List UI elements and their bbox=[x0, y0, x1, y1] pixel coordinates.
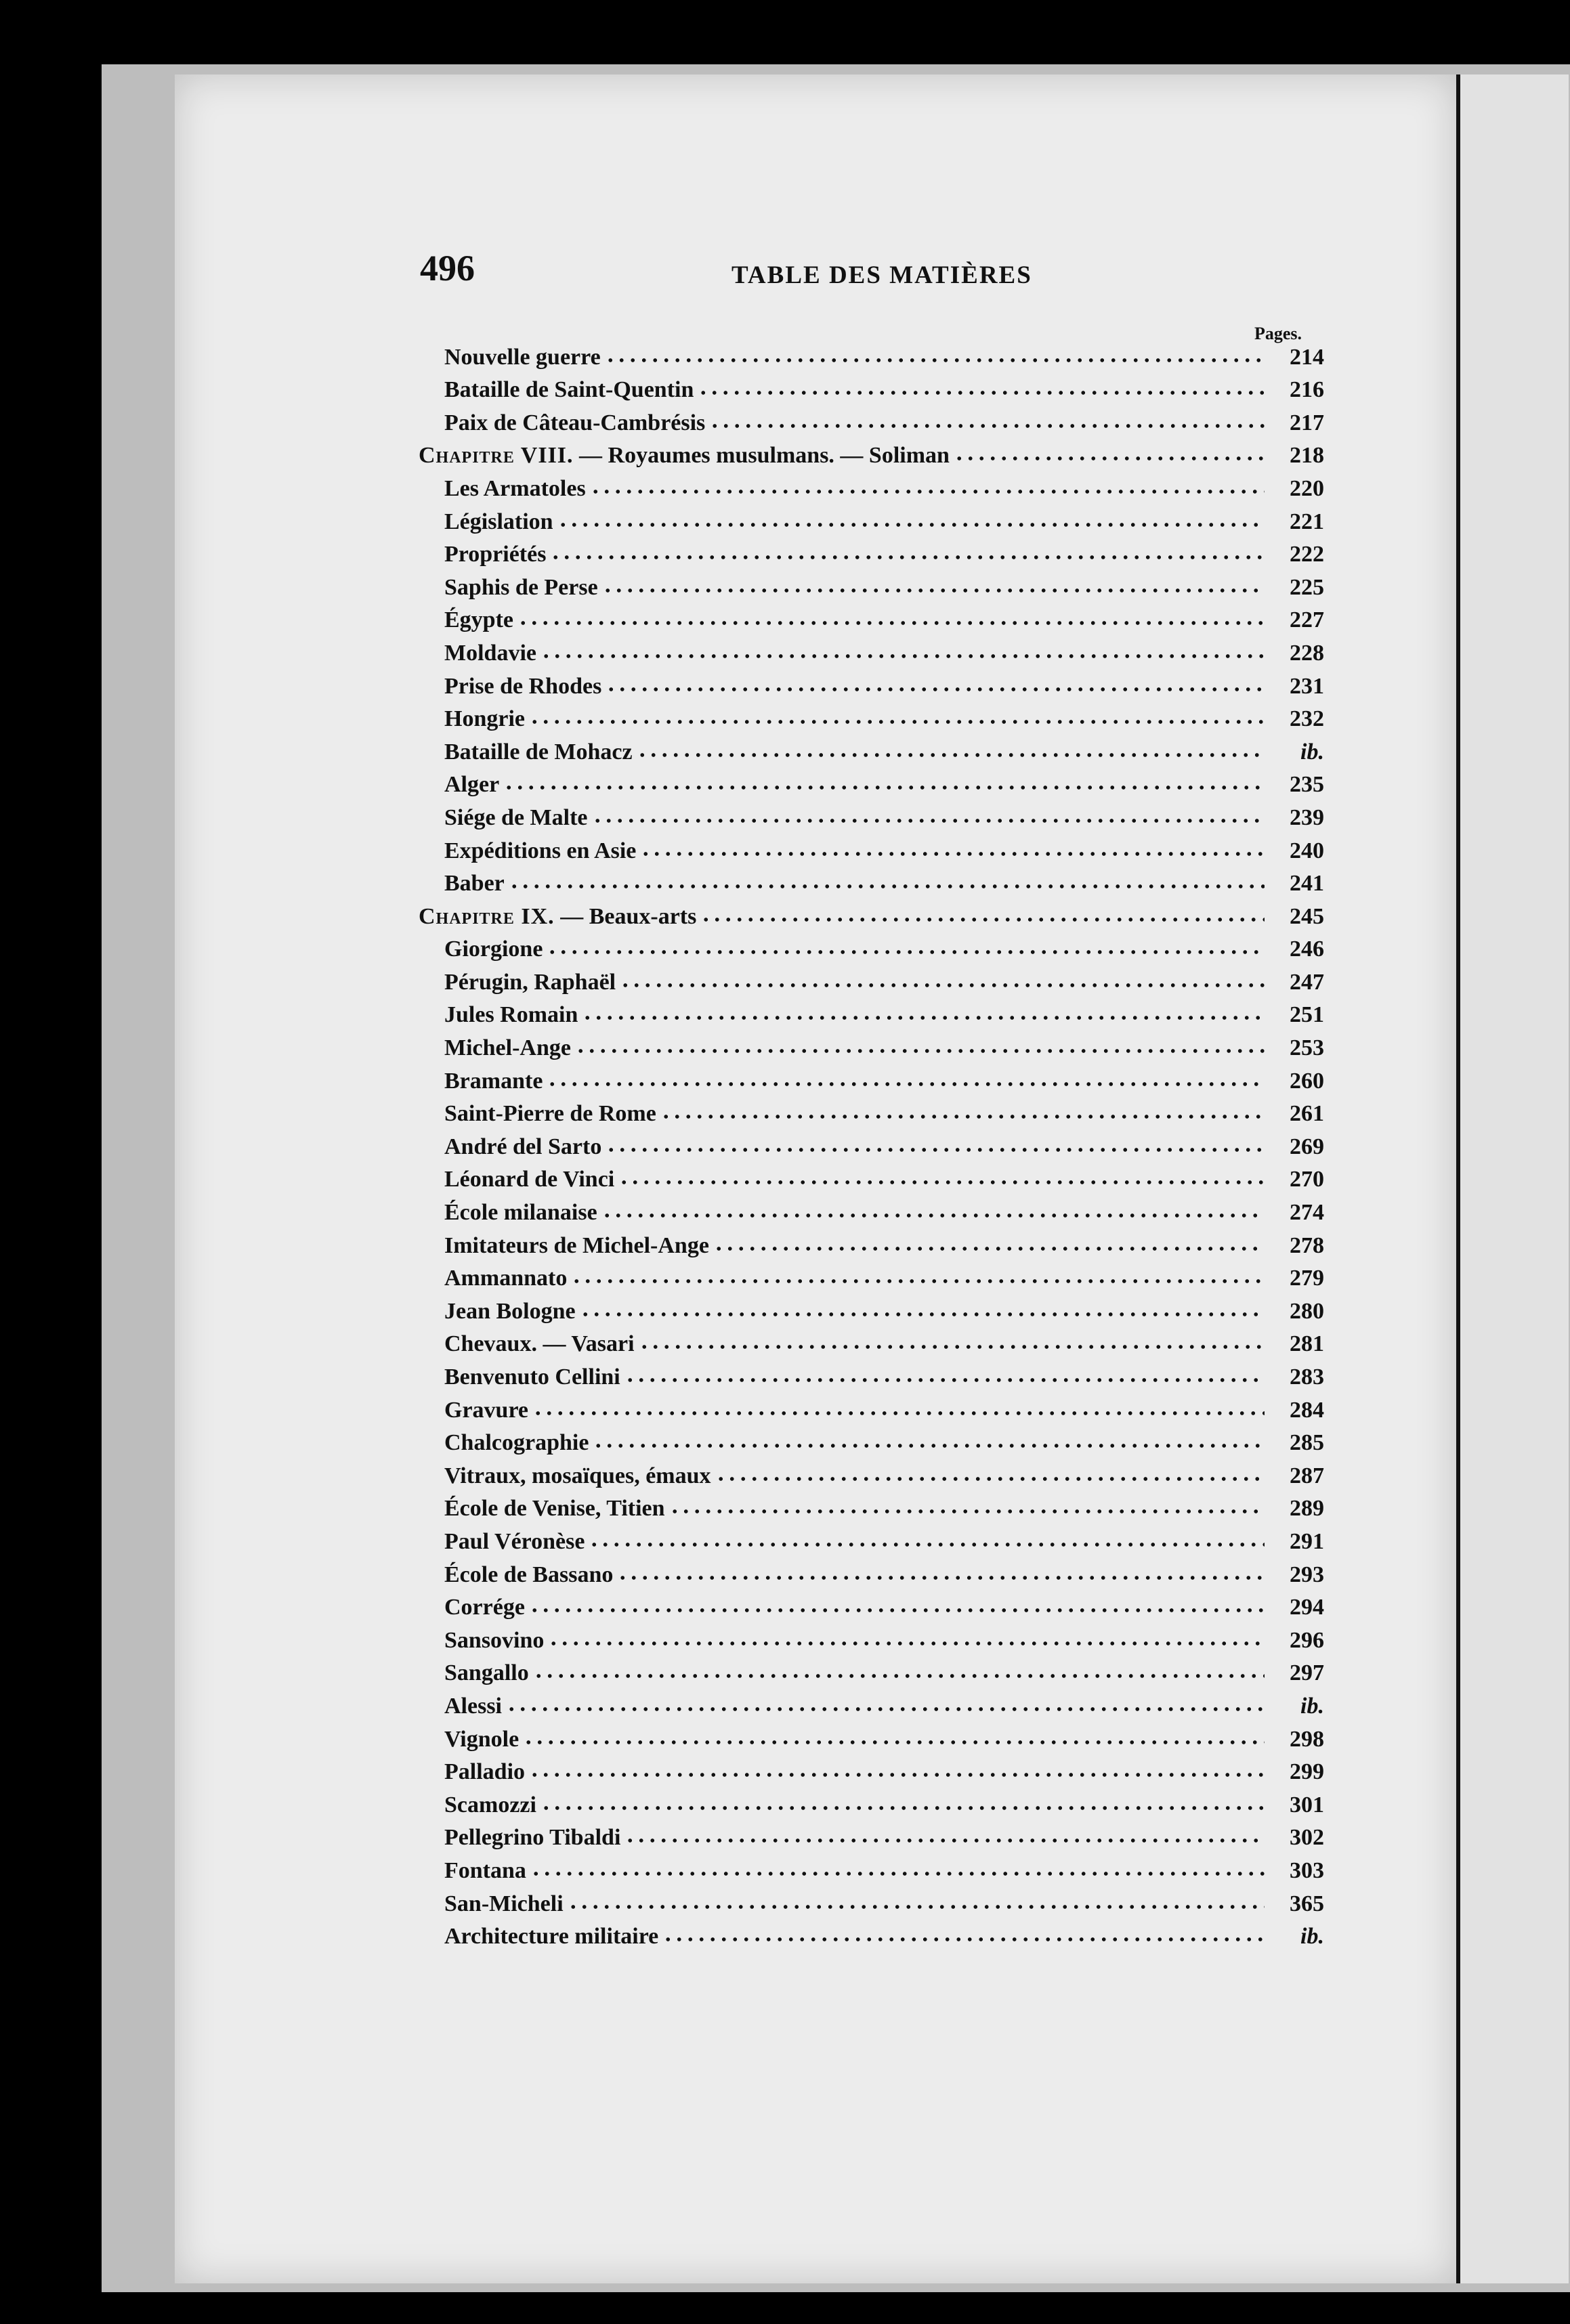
toc-entry-row bbox=[406, 1489, 1324, 1522]
toc-page-number: 293 bbox=[1290, 1562, 1324, 1587]
toc-page-number: 232 bbox=[1290, 706, 1324, 732]
toc-entry-row bbox=[406, 995, 1324, 1029]
toc-title: Moldavie bbox=[444, 640, 536, 666]
toc-entry-row bbox=[406, 1620, 1324, 1654]
toc-entry-row bbox=[406, 930, 1324, 963]
toc-title: San-Micheli bbox=[444, 1891, 564, 1916]
toc-entry-row bbox=[406, 1423, 1324, 1457]
dot-leader bbox=[698, 389, 1265, 396]
dot-leader bbox=[503, 784, 1265, 791]
dot-leader bbox=[580, 1311, 1265, 1318]
toc-title: Siége de Malte bbox=[444, 804, 588, 830]
dot-leader bbox=[540, 653, 1265, 660]
toc-title: Chalcographie bbox=[444, 1430, 589, 1456]
toc-entry-row bbox=[406, 1588, 1324, 1621]
dot-leader bbox=[593, 1442, 1265, 1449]
toc-title: Alger bbox=[444, 772, 500, 798]
toc-page-number: 239 bbox=[1290, 804, 1324, 830]
toc-page-number: ib. bbox=[1300, 1693, 1324, 1719]
dot-leader bbox=[506, 1706, 1265, 1713]
toc-title: Sangallo bbox=[444, 1660, 529, 1686]
toc-entry-row bbox=[406, 1785, 1324, 1818]
toc-entry-row bbox=[406, 700, 1324, 733]
dot-leader bbox=[620, 982, 1265, 989]
toc-page-number: 260 bbox=[1290, 1068, 1324, 1094]
toc-entry-row bbox=[406, 1325, 1324, 1358]
running-head: TABLE DES MATIÈRES bbox=[731, 261, 1032, 289]
toc-title: Baber bbox=[444, 871, 505, 897]
toc-title bbox=[419, 904, 696, 930]
toc-page-number: 214 bbox=[1290, 344, 1324, 370]
toc-entry-row bbox=[406, 337, 1324, 370]
toc-title: Scamozzi bbox=[444, 1792, 536, 1817]
toc-page-number: 240 bbox=[1290, 838, 1324, 863]
dot-leader bbox=[592, 817, 1265, 824]
dot-leader bbox=[606, 686, 1265, 693]
toc-entry-row bbox=[406, 1719, 1324, 1752]
dot-leader bbox=[617, 1574, 1265, 1581]
toc-page-number: 287 bbox=[1290, 1463, 1324, 1488]
dot-leader bbox=[618, 1179, 1265, 1186]
toc-entry-row bbox=[406, 601, 1324, 634]
toc-title: André del Sarto bbox=[444, 1134, 602, 1159]
toc-page-number: 302 bbox=[1290, 1825, 1324, 1851]
toc-title: Léonard de Vinci bbox=[444, 1167, 615, 1192]
toc-page-number: 294 bbox=[1290, 1595, 1324, 1620]
toc-page-number: 296 bbox=[1290, 1627, 1324, 1653]
dot-leader bbox=[529, 1607, 1265, 1614]
toc-page-number: 274 bbox=[1290, 1200, 1324, 1226]
toc-title: Gravure bbox=[444, 1397, 529, 1423]
toc-title: Jules Romain bbox=[444, 1002, 578, 1028]
toc-entry-row bbox=[406, 502, 1324, 535]
toc-title: Vignole bbox=[444, 1726, 519, 1752]
dot-leader bbox=[529, 718, 1265, 725]
toc-title: Pellegrino Tibaldi bbox=[444, 1825, 621, 1851]
toc-title: Bataille de Mohacz bbox=[444, 739, 633, 765]
toc-title: Imitateurs de Michel-Ange bbox=[444, 1232, 709, 1258]
dot-leader bbox=[605, 357, 1265, 364]
toc-entry-row bbox=[406, 535, 1324, 568]
chapter-label: Chapitre IX. bbox=[419, 903, 555, 929]
dot-leader bbox=[548, 1640, 1265, 1647]
page-number: 496 bbox=[420, 248, 475, 288]
dot-leader bbox=[606, 1146, 1265, 1153]
dot-leader bbox=[547, 949, 1265, 955]
dot-leader bbox=[547, 1081, 1265, 1088]
dot-leader bbox=[639, 1343, 1265, 1350]
chapter-label: Chapitre VIII. bbox=[419, 443, 574, 469]
toc-entry-row bbox=[406, 1028, 1324, 1061]
dot-leader bbox=[530, 1870, 1265, 1877]
toc-entry-row bbox=[406, 370, 1324, 404]
dot-leader bbox=[601, 1212, 1265, 1219]
toc-page-number: 280 bbox=[1290, 1298, 1324, 1324]
toc-page-number: 270 bbox=[1290, 1167, 1324, 1192]
toc-entry-row bbox=[406, 1390, 1324, 1423]
toc-title: Fontana bbox=[444, 1857, 526, 1883]
toc-title: Alessi bbox=[444, 1693, 502, 1719]
page-header bbox=[420, 247, 1328, 295]
toc-page-number: 284 bbox=[1290, 1397, 1324, 1423]
toc-entry-row bbox=[406, 666, 1324, 700]
toc-page-number: 227 bbox=[1290, 607, 1324, 633]
toc-title: Vitraux, mosaïques, émaux bbox=[444, 1463, 711, 1488]
toc-entry-row bbox=[406, 1456, 1324, 1489]
toc-page-number: 303 bbox=[1290, 1857, 1324, 1883]
toc-title: Bramante bbox=[444, 1068, 543, 1094]
toc-page-number: 247 bbox=[1290, 969, 1324, 995]
toc-entry-row bbox=[406, 1192, 1324, 1226]
toc-entry-row bbox=[406, 1061, 1324, 1094]
toc-entry-row bbox=[406, 1851, 1324, 1884]
toc-entry-row bbox=[406, 1291, 1324, 1325]
facing-page-edge bbox=[1456, 74, 1569, 2283]
dot-leader bbox=[557, 521, 1265, 528]
dot-leader bbox=[637, 752, 1265, 758]
dot-leader bbox=[523, 1739, 1265, 1746]
toc-entry-row bbox=[406, 469, 1324, 502]
dot-leader bbox=[640, 851, 1265, 857]
toc-entry-row bbox=[406, 1884, 1324, 1917]
toc-entry-row bbox=[406, 864, 1324, 897]
toc-title: Architecture militaire bbox=[444, 1924, 659, 1950]
toc-page-number: 245 bbox=[1290, 903, 1324, 929]
dot-leader bbox=[669, 1508, 1265, 1515]
toc-title: Sansovino bbox=[444, 1627, 545, 1653]
toc-entry-row bbox=[406, 1094, 1324, 1127]
toc-title: Nouvelle guerre bbox=[444, 344, 601, 370]
toc-title: Benvenuto Cellini bbox=[444, 1364, 620, 1390]
toc-entry-row bbox=[406, 732, 1324, 765]
dot-leader bbox=[568, 1903, 1265, 1910]
toc-entry-row bbox=[406, 567, 1324, 601]
dot-leader bbox=[660, 1113, 1265, 1120]
toc-page-number: 365 bbox=[1290, 1891, 1324, 1916]
toc-entry-row bbox=[406, 765, 1324, 798]
toc-chapter-row bbox=[406, 897, 1324, 930]
toc-entry-row bbox=[406, 403, 1324, 436]
dot-leader bbox=[709, 423, 1265, 429]
toc-title: Bataille de Saint-Quentin bbox=[444, 377, 694, 403]
toc-chapter-row bbox=[406, 436, 1324, 469]
toc-page-number: ib. bbox=[1300, 739, 1324, 765]
toc-title: École de Venise, Titien bbox=[444, 1496, 665, 1522]
toc-title: École de Bassano bbox=[444, 1562, 614, 1587]
toc-page-number: 283 bbox=[1290, 1364, 1324, 1390]
toc-page-number: 289 bbox=[1290, 1496, 1324, 1522]
toc-page-number: 279 bbox=[1290, 1266, 1324, 1291]
toc-page-number: 235 bbox=[1290, 772, 1324, 798]
dot-leader bbox=[575, 1048, 1265, 1054]
toc-entry-row bbox=[406, 1654, 1324, 1687]
toc-page-number: 221 bbox=[1290, 509, 1324, 534]
toc-entry-row bbox=[406, 633, 1324, 666]
toc-page-number: 301 bbox=[1290, 1792, 1324, 1817]
toc-title: Giorgione bbox=[444, 937, 543, 962]
toc-title: Ammannato bbox=[444, 1266, 568, 1291]
toc-title: Saint-Pierre de Rome bbox=[444, 1101, 656, 1127]
toc-page-number: 241 bbox=[1290, 871, 1324, 897]
dot-leader bbox=[540, 1805, 1265, 1811]
toc-title: École milanaise bbox=[444, 1200, 597, 1226]
toc-page-number: 218 bbox=[1290, 443, 1324, 469]
dot-leader bbox=[517, 620, 1265, 626]
toc-page-number: 269 bbox=[1290, 1134, 1324, 1159]
dot-leader bbox=[529, 1771, 1265, 1778]
toc-title: Paix de Câteau-Cambrésis bbox=[444, 410, 706, 435]
dot-leader bbox=[571, 1278, 1265, 1285]
toc-entry-row bbox=[406, 1686, 1324, 1719]
toc-page-number: 231 bbox=[1290, 673, 1324, 699]
dot-leader bbox=[700, 916, 1265, 923]
dot-leader bbox=[509, 883, 1265, 890]
toc-page-number: 297 bbox=[1290, 1660, 1324, 1686]
toc-entry-row bbox=[406, 1555, 1324, 1588]
dot-leader bbox=[532, 1410, 1265, 1417]
chapter-title: — Beaux-arts bbox=[560, 903, 697, 929]
toc-title: Pérugin, Raphaël bbox=[444, 969, 616, 995]
dot-leader bbox=[602, 587, 1265, 594]
toc-title: Saphis de Perse bbox=[444, 574, 598, 600]
dot-leader bbox=[715, 1476, 1265, 1482]
dot-leader bbox=[589, 1541, 1265, 1548]
dot-leader bbox=[624, 1837, 1265, 1844]
toc-title: Propriétés bbox=[444, 542, 547, 567]
toc-entry-row bbox=[406, 1226, 1324, 1259]
toc-page-number: 291 bbox=[1290, 1528, 1324, 1554]
toc-entry-row bbox=[406, 1818, 1324, 1851]
toc-title: Expéditions en Asie bbox=[444, 838, 637, 863]
toc-page-number: 225 bbox=[1290, 574, 1324, 600]
dot-leader bbox=[582, 1014, 1265, 1021]
toc-entry-row bbox=[406, 1917, 1324, 1950]
toc-page-number: 285 bbox=[1290, 1430, 1324, 1456]
toc-title: Égypte bbox=[444, 607, 513, 633]
toc-page-number: 281 bbox=[1290, 1331, 1324, 1357]
toc-entry-row bbox=[406, 831, 1324, 864]
pages-column-label: Pages. bbox=[1254, 324, 1302, 343]
toc-title: Chevaux. — Vasari bbox=[444, 1331, 635, 1357]
toc-title bbox=[419, 443, 950, 469]
toc-entry-row bbox=[406, 798, 1324, 831]
toc-title: Prise de Rhodes bbox=[444, 673, 602, 699]
toc-title: Paul Véronèse bbox=[444, 1528, 585, 1554]
toc-page-number: 261 bbox=[1290, 1101, 1324, 1127]
toc-page-number: 278 bbox=[1290, 1232, 1324, 1258]
toc-title: Michel-Ange bbox=[444, 1035, 571, 1061]
toc-entry-row bbox=[406, 1357, 1324, 1390]
toc-page-number: 253 bbox=[1290, 1035, 1324, 1061]
toc-entry-row bbox=[406, 1160, 1324, 1193]
toc-entry-row bbox=[406, 1127, 1324, 1160]
toc-page-number: ib. bbox=[1300, 1924, 1324, 1950]
toc-title: Corrége bbox=[444, 1595, 525, 1620]
toc-entry-row bbox=[406, 1522, 1324, 1555]
dot-leader bbox=[550, 554, 1265, 561]
toc-page-number: 217 bbox=[1290, 410, 1324, 435]
toc-page-number: 222 bbox=[1290, 542, 1324, 567]
toc-page-number: 220 bbox=[1290, 475, 1324, 501]
toc-entry-row bbox=[406, 1752, 1324, 1786]
toc-entry-row bbox=[406, 1259, 1324, 1292]
toc-entry-row bbox=[406, 962, 1324, 995]
toc-title: Hongrie bbox=[444, 706, 525, 732]
toc-page-number: 251 bbox=[1290, 1002, 1324, 1028]
toc-title: Législation bbox=[444, 509, 553, 534]
dot-leader bbox=[533, 1673, 1265, 1679]
toc-title: Les Armatoles bbox=[444, 475, 586, 501]
dot-leader bbox=[713, 1245, 1265, 1252]
toc-title: Palladio bbox=[444, 1759, 526, 1785]
table-of-contents bbox=[406, 337, 1324, 1950]
dot-leader bbox=[662, 1936, 1265, 1943]
toc-page-number: 216 bbox=[1290, 377, 1324, 403]
toc-page-number: 298 bbox=[1290, 1726, 1324, 1752]
chapter-title: — Royaumes musulmans. — Soliman bbox=[579, 443, 950, 469]
toc-title: Jean Bologne bbox=[444, 1298, 576, 1324]
dot-leader bbox=[590, 488, 1265, 495]
toc-page-number: 246 bbox=[1290, 937, 1324, 962]
toc-page-number: 299 bbox=[1290, 1759, 1324, 1785]
dot-leader bbox=[624, 1377, 1265, 1383]
toc-page-number: 228 bbox=[1290, 640, 1324, 666]
dot-leader bbox=[954, 455, 1265, 462]
